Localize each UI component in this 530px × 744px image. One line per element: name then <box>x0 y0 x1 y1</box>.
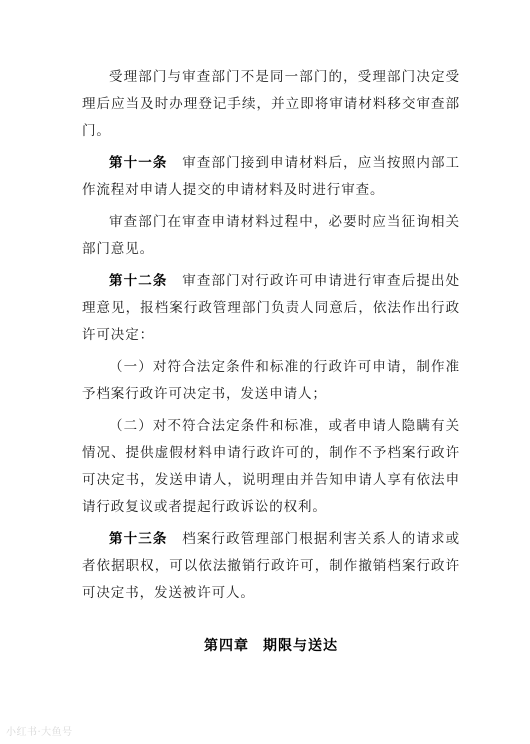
paragraph-text: 档案行政管理部门根据利害关系人的请求或者依据职权，可以依法撤销行政许可，制作撤销档案行政许可决定书，发送被许可人。 <box>82 531 460 601</box>
paragraph-text: 受理部门与审查部门不是同一部门的，受理部门决定受理后应当及时办理登记手续，并立即将审请材料移交审查部门。 <box>82 69 460 139</box>
paragraph-item-1 <box>82 354 460 408</box>
paragraph-text: （二）对不符合法定条件和标准，或者申请人隐瞒有关情况、提供虚假材料申请行政许可的，制作不予档案行政许可决定书，发送申请人，说明理由并告知申请人享有依法申请行政复议或者提起行政诉讼的权利。 <box>82 418 460 515</box>
paragraph-article-13 <box>82 526 460 607</box>
paragraph-text: 审查部门对行政许可申请进行审查后提出处理意见，报档案行政管理部门负责人同意后，依法作出行政许可决定： <box>82 273 460 343</box>
document-page <box>82 64 460 655</box>
paragraph-article-11 <box>82 150 460 204</box>
paragraph-item-2 <box>82 413 460 521</box>
paragraph-1 <box>82 64 460 145</box>
chapter-heading <box>82 635 460 655</box>
chapter-title: 期限与送达 <box>263 638 338 654</box>
paragraph-3 <box>82 209 460 263</box>
article-number: 第十三条 <box>109 531 168 547</box>
paragraph-text: 审查部门在审查申请材料过程中，必要时应当征询相关部门意见。 <box>82 214 460 257</box>
chapter-number: 第四章 <box>204 638 249 654</box>
paragraph-article-12 <box>82 268 460 349</box>
article-number: 第十一条 <box>109 155 168 171</box>
article-number: 第十二条 <box>109 273 168 289</box>
paragraph-text: （一）对符合法定条件和标准的行政许可申请，制作准予档案行政许可决定书，发送申请人； <box>82 359 460 402</box>
paragraph-text: 审查部门接到申请材料后，应当按照内部工作流程对申请人提交的申请材料及时进行审查。 <box>82 155 460 198</box>
watermark: 小红书·大鱼号 <box>6 727 73 738</box>
